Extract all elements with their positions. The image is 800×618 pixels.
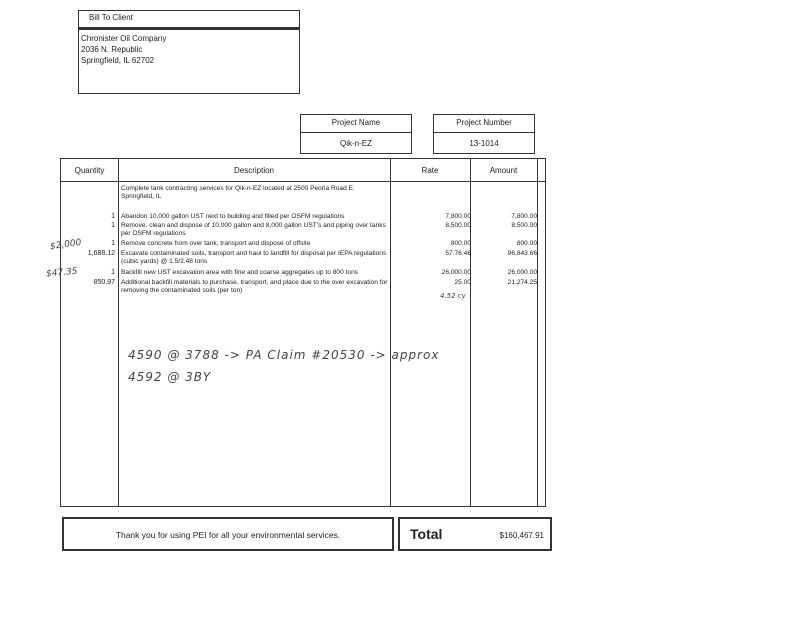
total-box [398, 517, 552, 551]
client-city: Springfield, IL 62702 [81, 56, 155, 65]
client-name: Chronister Oil Company [81, 34, 167, 43]
intro-description: Complete tank contracting services for Qik-n-EZ located at 2500 Peoria Road E. Springfield, IL [121, 185, 355, 200]
header-divider [61, 181, 545, 182]
row-5-amount: 26,000.00 [507, 269, 537, 276]
line-items-table [60, 158, 546, 507]
handwritten-note-line-1: 4590 @ 3788 -> PA Claim #20530 -> approx [128, 348, 440, 362]
thank-you-message: Thank you for using PEI for all your environmental services. [115, 530, 341, 540]
project-name-label: Project Name [331, 118, 381, 127]
client-street: 2036 N. Republic [81, 45, 143, 54]
amount-header: Amount [489, 166, 518, 175]
row-1-desc: Abandon 10,000 gallon UST next to building and filled per OSFM regulations [121, 213, 345, 220]
handwritten-margin-note: $2,000 [49, 237, 83, 253]
row-3-amount: 800.00 [516, 240, 537, 247]
handwritten-note-line-2: 4592 @ 3BY [128, 370, 212, 384]
column-divider [470, 159, 471, 506]
project-name-divider [301, 132, 411, 133]
row-6-qty: 850.97 [93, 279, 115, 286]
description-header: Description [233, 166, 274, 175]
rate-header: Rate [421, 166, 439, 175]
total-label: Total [410, 526, 443, 542]
total-value: $160,467.91 [499, 531, 544, 540]
column-divider [537, 159, 538, 506]
row-6-rate: 25.00 [454, 279, 471, 286]
row-1-amount: 7,800.00 [511, 213, 537, 220]
row-1-qty: 1 [111, 213, 115, 220]
row-4-rate: 57.76.46 [445, 250, 471, 257]
row-4-amount: 96,843.66 [507, 250, 537, 257]
project-number-divider [434, 132, 534, 133]
project-name-box [300, 114, 412, 154]
project-number-box [433, 114, 535, 154]
bill-to-heading: Bill To Client [89, 13, 133, 22]
row-5-desc: Backfill new UST excavation area with fine and coarse aggregates up to 800 tons [121, 269, 359, 276]
row-2-qty: 1 [111, 222, 115, 229]
row-2-desc: Remove, clean and dispose of 10,000 gallon and 8,000 gallon UST's and piping over tanks per OSFM regulations [121, 222, 386, 237]
column-divider [118, 159, 119, 506]
row-3-rate: 800.00 [450, 240, 471, 247]
column-divider [390, 159, 391, 506]
row-4-desc: Excavate contaminated soils, transport and haul to landfill for disposal per IEPA regulations (cubic yards) @ 1.5/2.48 tons [121, 250, 387, 265]
row-1-rate: 7,800.00 [445, 213, 471, 220]
bill-to-address-box [78, 28, 300, 94]
project-number-value: 13-1014 [469, 139, 499, 148]
row-2-rate: 8,500.00 [445, 222, 471, 229]
quantity-header: Quantity [74, 166, 105, 175]
row-4-qty: 1,688.12 [87, 250, 115, 257]
row-6-desc: Additional backfill materials to purchase, transport, and place due to the over excavation for removing the contaminated soils (per ton) [121, 279, 388, 294]
row-6-amount: 21,274.25 [507, 279, 537, 286]
handwritten-rate-note: 4.52 cy [440, 292, 466, 300]
thank-you-box [62, 517, 394, 551]
project-number-label: Project Number [456, 118, 512, 127]
handwritten-margin-note: $47.35 [45, 266, 78, 280]
row-5-qty: 1 [111, 269, 115, 276]
bill-to-heading-box [78, 10, 300, 28]
project-name-value: Qik-n-EZ [340, 139, 372, 148]
row-3-qty: 1 [111, 240, 115, 247]
row-3-desc: Remove concrete from over tank, transport and dispose of offsite [121, 240, 311, 247]
row-5-rate: 26,000.00 [441, 269, 471, 276]
row-2-amount: 8,500.00 [511, 222, 537, 229]
